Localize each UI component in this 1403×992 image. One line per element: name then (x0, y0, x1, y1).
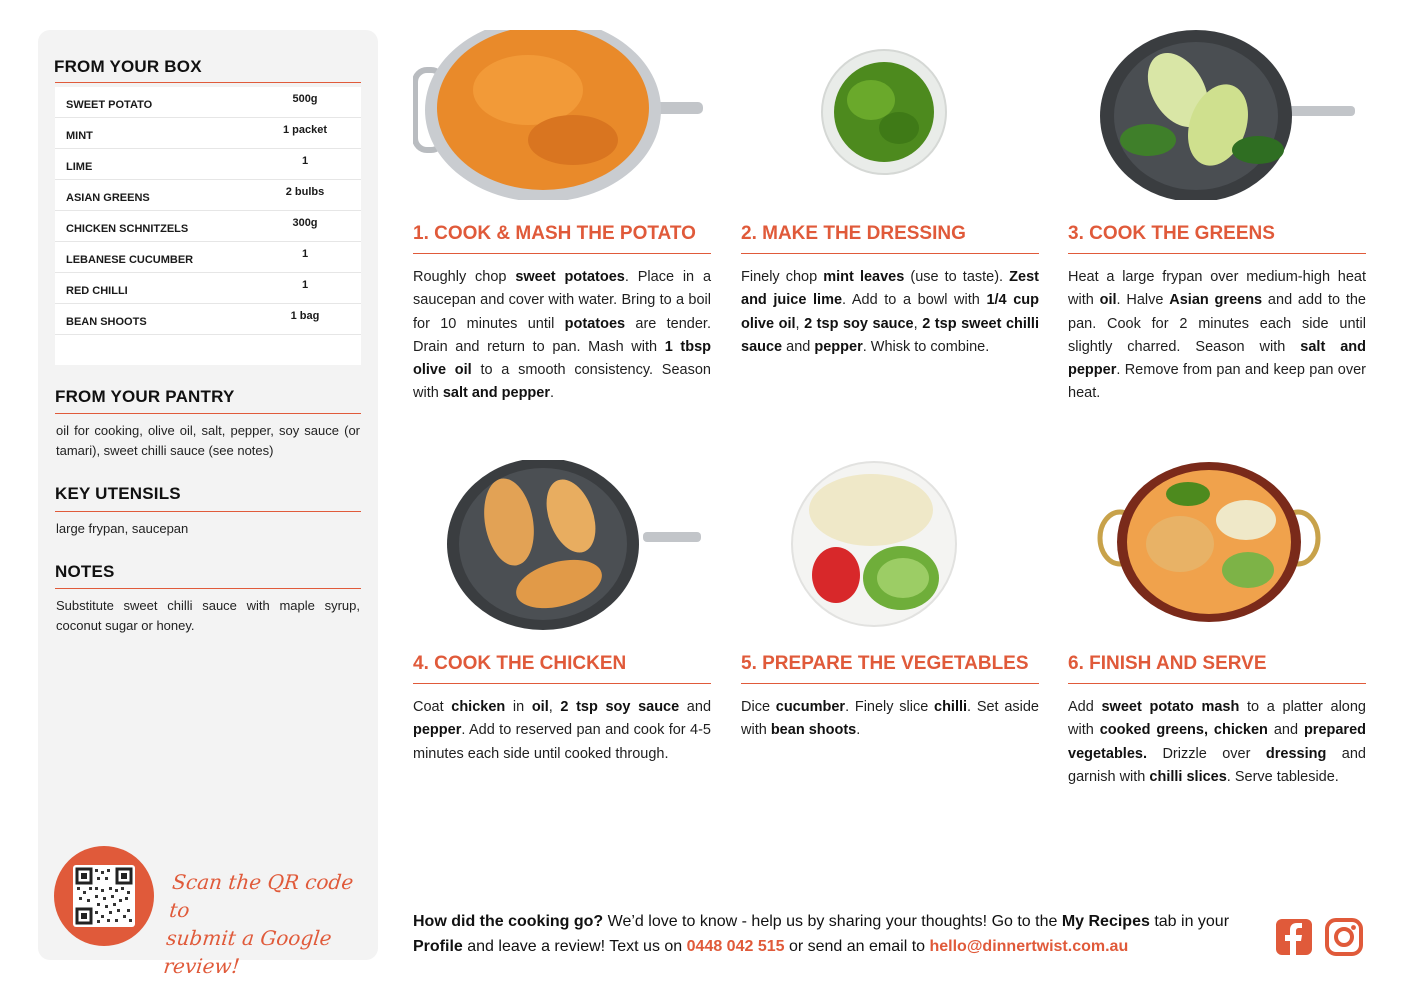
qr-caption (162, 868, 374, 980)
step-title: 4. COOK THE CHICKEN (413, 653, 627, 674)
table-row (55, 180, 361, 211)
from-your-pantry-heading: FROM YOUR PANTRY (55, 387, 235, 406)
ingredient-qty: 1 packet (282, 124, 328, 136)
from-your-box-heading: FROM YOUR BOX (54, 57, 202, 76)
ingredient-emphasis: sweet potatoes (515, 269, 625, 285)
step-body: Add sweet potato mash to a platter along with cooked greens, chicken and prepared vegetables. Drizzle over dressing and garnish with chilli slices. Serve tableside. (1068, 699, 1366, 785)
table-row (55, 149, 361, 180)
table-row (55, 304, 361, 335)
step-body: Finely chop mint leaves (use to taste). Zest and juice lime. Add to a bowl with 1/4 cup olive oil, 2 tsp soy sauce, 2 tsp sweet chilli sauce and pepper. Whisk to combine. (741, 269, 1039, 355)
profile-link[interactable]: Profile (413, 938, 463, 955)
notes-text: Substitute sweet chilli sauce with maple syrup, coconut sugar or honey. (56, 598, 360, 633)
heading-rule (55, 82, 361, 83)
qr-code-icon (73, 865, 135, 927)
step-rule (1068, 683, 1366, 684)
saucepan-mash-image (413, 30, 711, 200)
ingredient-name: RED CHILLI (66, 285, 128, 297)
step-rule (1068, 253, 1366, 254)
ingredient-emphasis: 2 tsp soy sauce (804, 315, 914, 332)
qr-caption-line: Scan the QR code to (168, 870, 355, 922)
ingredient-qty: 500g (292, 93, 318, 105)
table-row (55, 118, 361, 149)
step-rule (741, 253, 1039, 254)
ingredient-emphasis: 1 tbsp olive oil (413, 338, 712, 379)
key-utensils-heading: KEY UTENSILS (55, 484, 181, 503)
dressing-bowl-image (741, 30, 1039, 200)
footer-question: How did the cooking go? (413, 913, 604, 930)
step-rule (741, 683, 1039, 684)
frypan-chicken-image (413, 460, 711, 630)
step-body: Heat a large frypan over medium-high heat with oil. Halve Asian greens and add to the pan. Cook for 2 minutes each side until slightly charred. Season with salt and pepper. Remove from pan and keep pan over heat. (1068, 269, 1366, 402)
ingredient-emphasis: chicken (451, 699, 506, 715)
heading-rule (55, 413, 361, 414)
ingredient-qty: 1 (301, 279, 309, 291)
ingredient-emphasis: 2 tsp sweet chilli sauce (741, 315, 1039, 355)
ingredient-qty: 1 (301, 155, 309, 167)
ingredient-emphasis: oil (1099, 292, 1117, 309)
vegetable-plate-image (741, 460, 1039, 630)
review-footer (413, 909, 1263, 959)
footer-text: or send an email to (784, 938, 930, 955)
frypan-greens-image (1068, 30, 1366, 200)
ingredient-emphasis: potatoes (564, 315, 626, 332)
step-title: 5. PREPARE THE VEGETABLES (741, 653, 1029, 674)
ingredient-emphasis: cooked greens, chicken (1099, 722, 1268, 739)
ingredient-emphasis: prepared vegetables. (1068, 722, 1366, 762)
ingredient-emphasis: salt and pepper (1068, 338, 1366, 379)
step-body: Dice cucumber. Finely slice chilli. Set aside with bean shoots. (741, 699, 1039, 739)
email-link[interactable]: hello@dinnertwist.com.au (929, 938, 1129, 955)
utensils-text: large frypan, saucepan (56, 521, 189, 536)
ingredient-emphasis: chilli slices (1149, 768, 1227, 785)
ingredient-name: LIME (66, 161, 93, 173)
heading-rule (55, 588, 361, 589)
footer-text: We’d love to know - help us by sharing your thoughts! Go to the (603, 913, 1062, 930)
ingredient-emphasis: pepper (814, 338, 863, 355)
ingredient-name: MINT (66, 130, 93, 142)
footer-text: and leave a review! Text us on (462, 938, 687, 955)
ingredient-qty: 1 bag (290, 310, 320, 322)
ingredient-emphasis: mint leaves (823, 269, 905, 285)
ingredient-name: BEAN SHOOTS (66, 316, 147, 328)
step-rule (413, 253, 711, 254)
ingredient-name: CHICKEN SCHNITZELS (66, 223, 189, 235)
ingredient-emphasis: sweet potato mash (1101, 699, 1240, 715)
ingredient-emphasis: bean shoots (770, 722, 857, 739)
ingredient-name: LEBANESE CUCUMBER (66, 254, 194, 266)
ingredient-name: SWEET POTATO (66, 99, 153, 111)
step-title: 3. COOK THE GREENS (1068, 223, 1275, 244)
step-body: Coat chicken in oil, 2 tsp soy sauce and pepper. Add to reserved pan and cook for 4-5 minutes each side until cooked through. (413, 699, 712, 762)
phone-link[interactable]: 0448 042 515 (686, 938, 785, 955)
ingredient-emphasis: cucumber (775, 699, 846, 715)
ingredient-emphasis: dressing (1265, 745, 1327, 762)
ingredient-emphasis: Asian greens (1169, 292, 1263, 309)
my-recipes-link[interactable]: My Recipes (1061, 913, 1150, 930)
heading-rule (55, 511, 361, 512)
step-rule (413, 683, 711, 684)
sidebar (38, 30, 378, 978)
ingredients-table (55, 87, 361, 365)
ingredient-emphasis: salt and pepper (442, 385, 550, 402)
ingredient-qty: 2 bulbs (285, 186, 325, 198)
table-row (55, 211, 361, 242)
ingredient-emphasis: oil (531, 699, 549, 715)
ingredient-emphasis: pepper (413, 722, 462, 739)
notes-heading: NOTES (55, 562, 115, 581)
step-title: 1. COOK & MASH THE POTATO (413, 223, 696, 244)
qr-caption-line: submit a Google review! (162, 926, 333, 978)
pantry-text: oil for cooking, olive oil, salt, pepper, soy sauce (or tamari), sweet chilli sauce (see notes) (56, 423, 360, 458)
table-row (55, 87, 361, 118)
facebook-icon[interactable] (1275, 918, 1313, 956)
footer-text: tab in your (1149, 913, 1230, 930)
qr-badge[interactable] (54, 846, 154, 946)
ingredient-emphasis: 2 tsp soy sauce (560, 699, 680, 715)
ingredient-qty: 300g (292, 217, 318, 229)
ingredient-name: ASIAN GREENS (66, 192, 150, 204)
step-body: Roughly chop sweet potatoes. Place in a saucepan and cover with water. Bring to a boil for 10 minutes until potatoes are tender. Drain and return to pan. Mash with 1 tbsp olive oil to a smooth consistency. Season with salt and pepper. (413, 269, 712, 402)
ingredient-qty: 1 (301, 248, 309, 260)
table-row (55, 273, 361, 304)
step-title: 6. FINISH AND SERVE (1068, 653, 1267, 674)
ingredient-emphasis: Zest and juice lime (741, 269, 1039, 309)
step-title: 2. MAKE THE DRESSING (741, 223, 966, 244)
instagram-icon[interactable] (1325, 918, 1363, 956)
finished-dish-image (1068, 460, 1366, 630)
ingredient-emphasis: 1/4 cup olive oil (741, 292, 1039, 332)
table-row (55, 242, 361, 273)
ingredient-emphasis: chilli (934, 699, 968, 715)
